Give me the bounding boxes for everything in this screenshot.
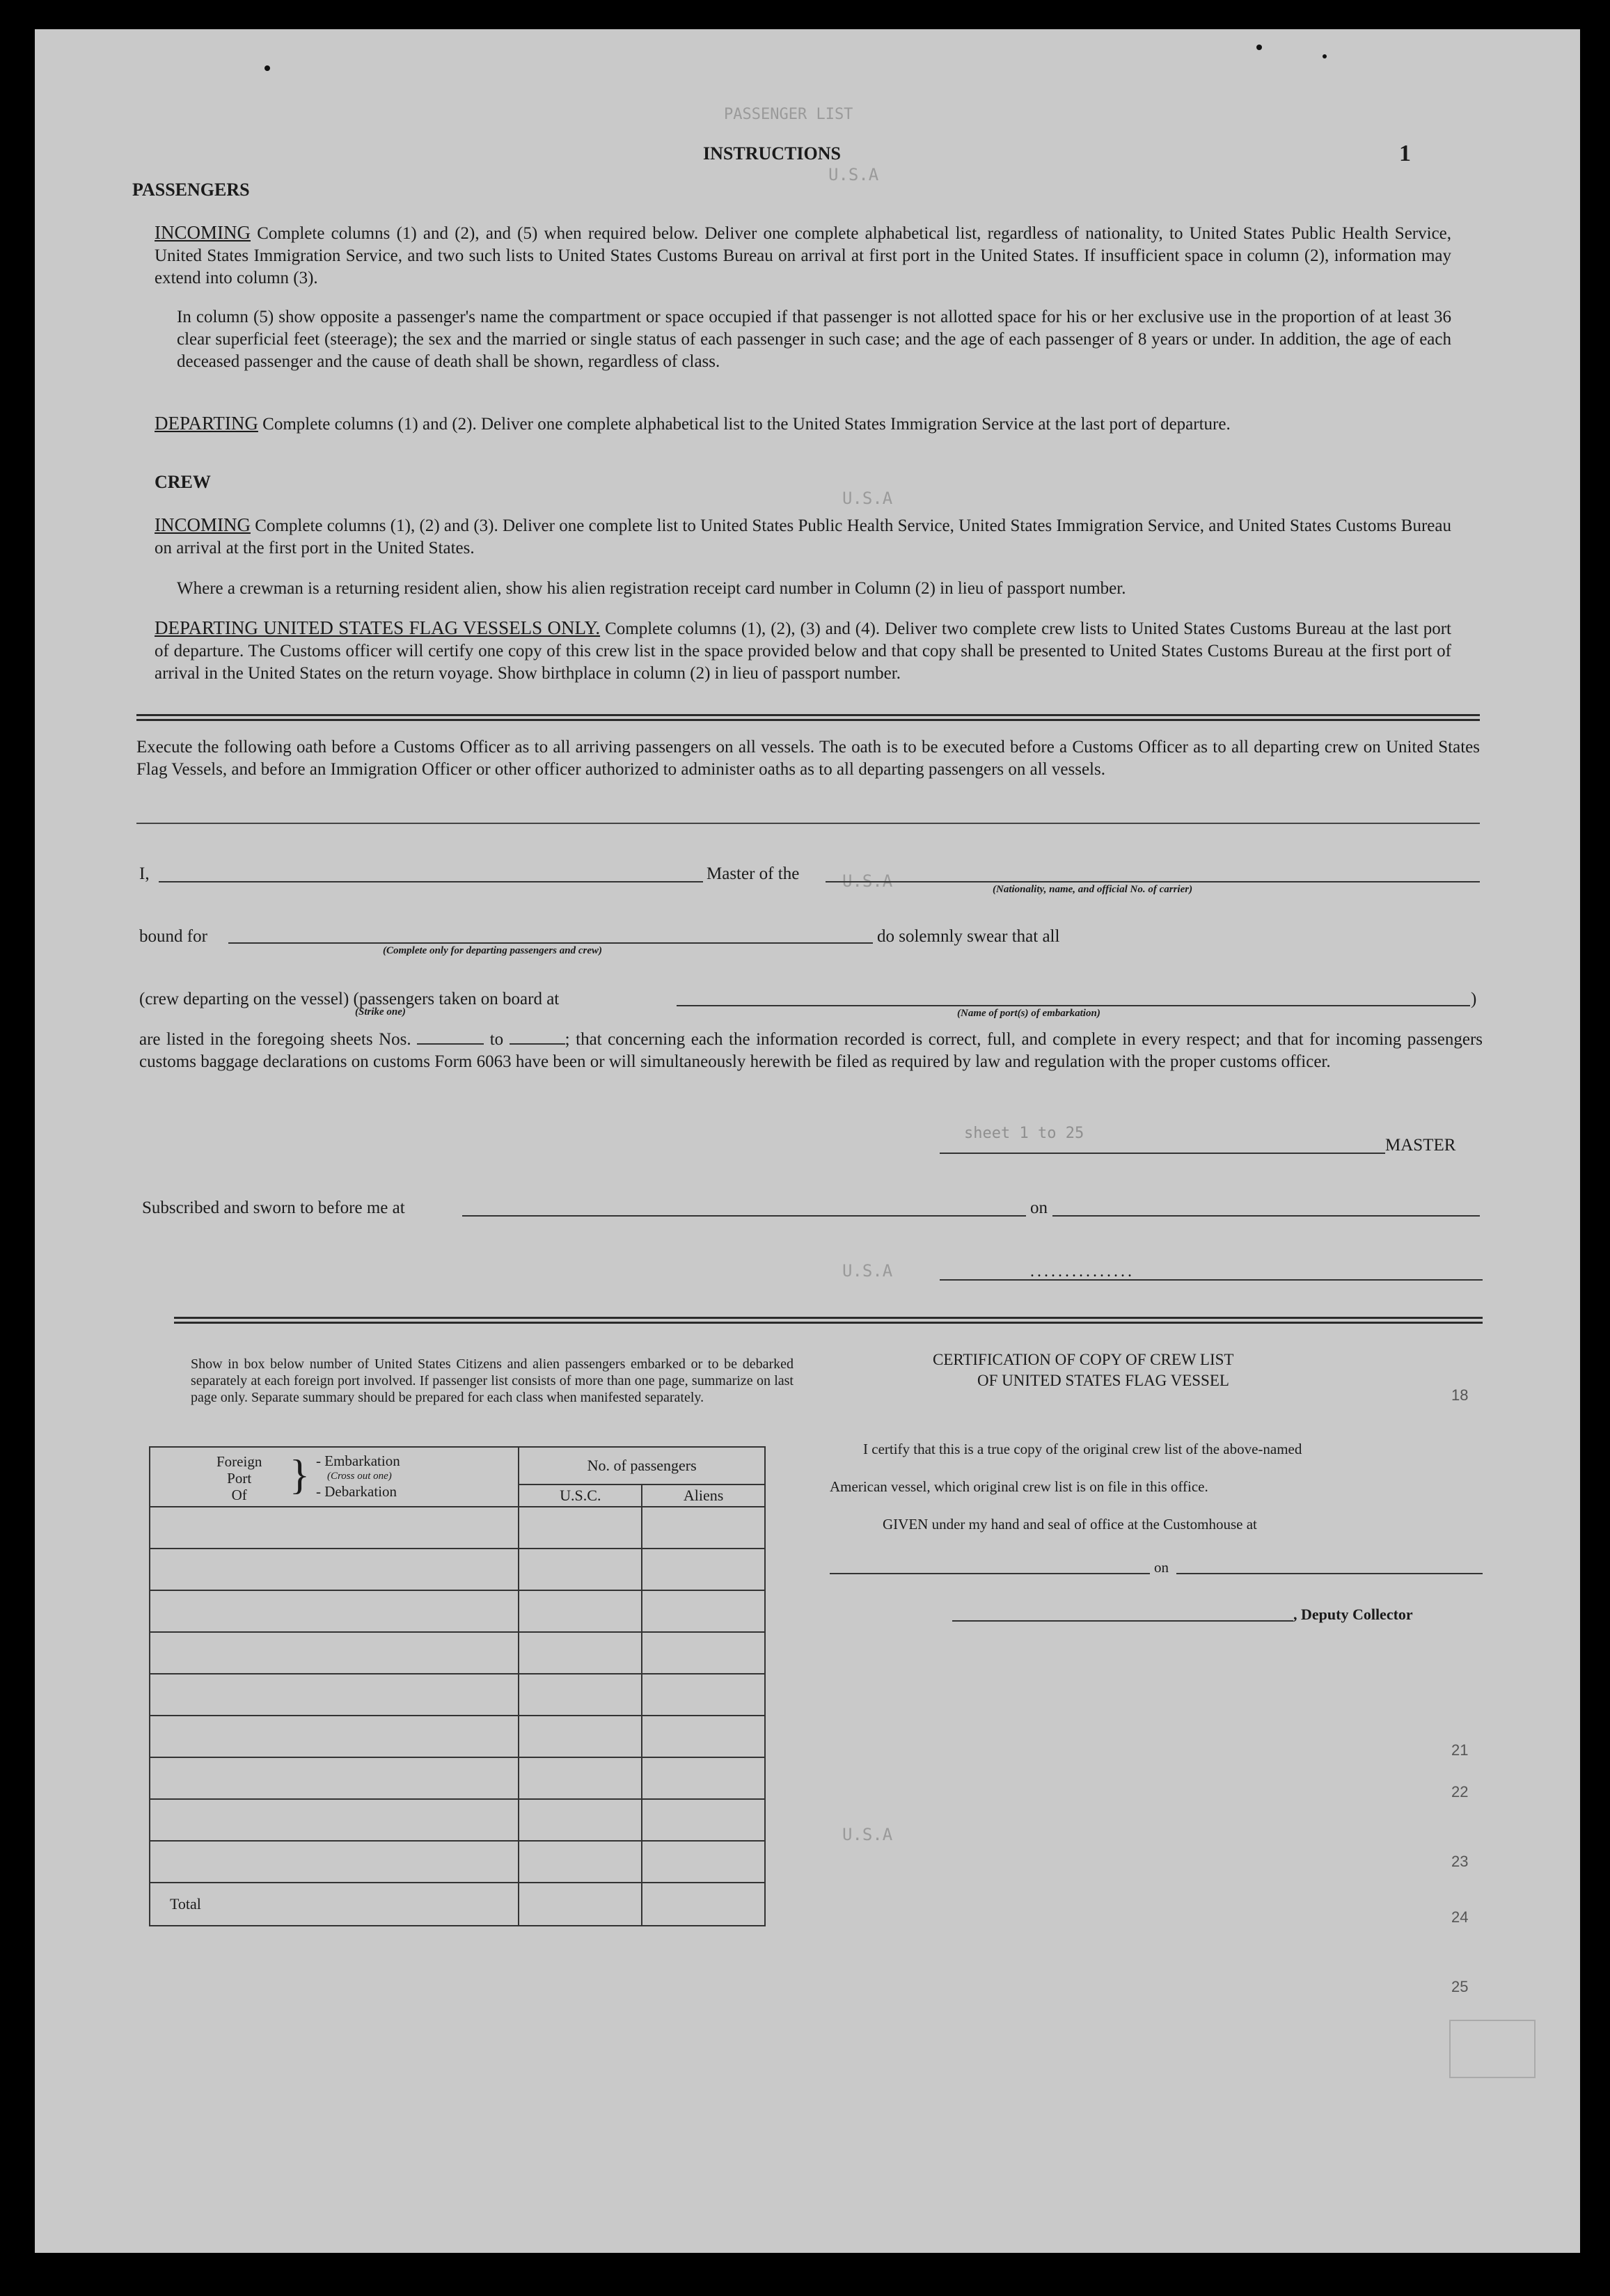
usc-cell[interactable]: [519, 1757, 642, 1799]
crew-incoming-text: Complete columns (1), (2) and (3). Deliver one complete list to United States Public Health Service, United States Immigration Service, and United States Customs Bureau on arrival at the first port in the United States.: [155, 516, 1451, 557]
of-label: Of: [231, 1487, 247, 1503]
passengers-incoming-paragraph: [155, 221, 1451, 290]
speck-mark: [1256, 45, 1262, 50]
resident-alien-paragraph: Where a crewman is a returning resident alien, show his alien registration receipt card number in Column (2) in lieu of passport number.: [177, 579, 1126, 598]
certify-line1: I certify that this is a true copy of the original crew list of the above-named: [863, 1441, 1302, 1457]
solemnly-swear-text: do solemnly swear that all: [877, 927, 1060, 946]
usc-cell[interactable]: [519, 1716, 642, 1757]
usc-cell[interactable]: [519, 1799, 642, 1841]
total-label-cell: [150, 1883, 519, 1926]
speck-mark: [265, 65, 270, 71]
complete-only-caption: (Complete only for departing passengers and crew): [383, 945, 602, 956]
destination-field[interactable]: [228, 942, 873, 944]
port-header-cell: [150, 1447, 519, 1507]
document-sheet: [35, 29, 1580, 2253]
passengers-departing-paragraph: [155, 412, 1451, 436]
crew-incoming-paragraph: [155, 514, 1451, 560]
dotted-leader: ...............: [1030, 1262, 1135, 1281]
port-cell[interactable]: [150, 1841, 519, 1883]
margin-number: 21: [1451, 1741, 1469, 1759]
total-label: Total: [170, 1895, 201, 1913]
usc-cell[interactable]: [519, 1549, 642, 1590]
port-cell[interactable]: [150, 1590, 519, 1632]
no-passengers-header: No. of passengers: [519, 1447, 765, 1485]
total-aliens-cell[interactable]: [642, 1883, 765, 1926]
foreign-label: Foreign: [216, 1453, 262, 1470]
certification-on-label: on: [1154, 1559, 1169, 1576]
usc-cell[interactable]: [519, 1507, 642, 1549]
bleed-through-text: U.S.A: [828, 165, 879, 184]
oath-i-label: I,: [139, 864, 150, 883]
instructions-title: INSTRUCTIONS: [703, 143, 841, 164]
crew-heading: CREW: [155, 472, 211, 492]
certification-title-line1: CERTIFICATION OF COPY OF CREW LIST: [933, 1351, 1234, 1368]
aliens-cell[interactable]: [642, 1757, 765, 1799]
aliens-cell[interactable]: [642, 1632, 765, 1674]
master-signature-field[interactable]: [940, 1153, 1385, 1154]
bleed-through-text: PASSENGER LIST: [724, 106, 853, 123]
usc-cell[interactable]: [519, 1590, 642, 1632]
passenger-summary-table: [149, 1446, 766, 1926]
margin-number: 18: [1451, 1386, 1469, 1404]
bleed-through-text: U.S.A: [842, 1825, 893, 1844]
to-label: to: [489, 1030, 504, 1049]
embarkation-label: - Embarkation: [316, 1452, 400, 1469]
faded-corner-box: [1449, 2020, 1536, 2078]
crew-incoming-label: INCOMING: [155, 514, 251, 535]
port-cell[interactable]: [150, 1632, 519, 1674]
crew-departing-flag-paragraph: [155, 617, 1451, 685]
vessel-field[interactable]: [826, 881, 1480, 882]
aliens-cell[interactable]: [642, 1507, 765, 1549]
certify-line2: American vessel, which original crew list is on file in this office.: [830, 1478, 1208, 1495]
passengers-departing-text: Complete columns (1) and (2). Deliver one complete alphabetical list to the United States Immigration Service at the last port of departure.: [262, 415, 1231, 434]
aliens-cell[interactable]: [642, 1549, 765, 1590]
bleed-through-text: U.S.A: [842, 489, 893, 508]
sheet-from-field[interactable]: [417, 1029, 484, 1045]
passengers-heading: PASSENGERS: [132, 180, 250, 200]
aliens-header: Aliens: [642, 1485, 765, 1507]
total-usc-cell[interactable]: [519, 1883, 642, 1926]
margin-number: 23: [1451, 1853, 1469, 1870]
usc-cell[interactable]: [519, 1632, 642, 1674]
nationality-caption: (Nationality, name, and official No. of carrier): [993, 884, 1193, 895]
page-mark: 1: [1399, 141, 1411, 166]
port-cell[interactable]: [150, 1716, 519, 1757]
faded-stamp-text: sheet 1 to 25: [964, 1125, 1084, 1142]
port-cell[interactable]: [150, 1507, 519, 1549]
aliens-cell[interactable]: [642, 1799, 765, 1841]
oath-intro-divider: [136, 823, 1480, 824]
oath-intro: Execute the following oath before a Customs Officer as to all arriving passengers on all vessels. The oath is to be executed before a Customs Officer as to all departing crew on United States Flag Vessels, and before an Immigration Officer or other officer authorized to administer oaths as to all departing passengers on all vessels.: [136, 738, 1480, 779]
port-cell[interactable]: [150, 1674, 519, 1716]
customhouse-field[interactable]: [830, 1573, 1150, 1574]
aliens-cell[interactable]: [642, 1674, 765, 1716]
aliens-cell[interactable]: [642, 1841, 765, 1883]
debarkation-label: - Debarkation: [316, 1483, 397, 1500]
certification-date-field[interactable]: [1176, 1573, 1483, 1574]
embarkation-port-field[interactable]: [677, 1005, 1470, 1006]
bleed-through-text: U.S.A: [842, 1261, 893, 1281]
speck-mark: [1323, 54, 1327, 58]
usc-cell[interactable]: [519, 1674, 642, 1716]
sheet-to-field[interactable]: [510, 1029, 565, 1045]
lower-section-divider: [174, 1317, 1483, 1324]
passengers-incoming-text: Complete columns (1) and (2), and (5) when required below. Deliver one complete alphabetical list, regardless of nationality, to United States Public Health Service, United States Immigration Service, and two such lists to United States Customs Bureau on arrival at first port in the United States. If insufficient space in column (2), information may extend into column (3).: [155, 224, 1452, 287]
subscribed-date-field[interactable]: [1052, 1215, 1480, 1217]
margin-number: 25: [1451, 1978, 1469, 1995]
given-line: GIVEN under my hand and seal of office at the Customhouse at: [883, 1516, 1257, 1533]
master-of-label: Master of the: [707, 864, 800, 883]
master-label: MASTER: [1385, 1136, 1456, 1155]
listed-rest: ; that concerning each the information recorded is correct, full, and complete in every respect; and that for incoming passengers customs baggage declarations on customs Form 6063 have been or will simultaneously herewith be filed as required by law and regulation with the proper customs officer.: [139, 1030, 1483, 1071]
crew-departing-text: (crew departing on the vessel) (passengers taken on board at: [139, 990, 560, 1008]
usc-cell[interactable]: [519, 1841, 642, 1883]
usc-header: U.S.C.: [519, 1485, 642, 1507]
close-paren: ): [1471, 990, 1477, 1008]
listed-sheets-paragraph: [139, 1029, 1483, 1073]
deputy-signature-field[interactable]: [952, 1620, 1293, 1622]
subscribed-label: Subscribed and sworn to before me at: [142, 1198, 405, 1217]
deputy-collector-label: , Deputy Collector: [1293, 1606, 1413, 1623]
listed-prefix: are listed in the foregoing sheets Nos.: [139, 1030, 411, 1049]
passengers-departing-label: DEPARTING: [155, 413, 258, 434]
margin-number: 22: [1451, 1783, 1469, 1800]
ports-caption: (Name of port(s) of embarkation): [957, 1008, 1100, 1019]
section-divider: [136, 714, 1480, 721]
crew-departing-flag-label: DEPARTING UNITED STATES FLAG VESSELS ONLY.: [155, 617, 601, 638]
aliens-cell[interactable]: [642, 1716, 765, 1757]
cross-out-caption: (Cross out one): [327, 1471, 392, 1482]
column5-paragraph: In column (5) show opposite a passenger's name the compartment or space occupied if that passenger is not allotted space for his or her exclusive use in the proportion of at least 36 clear superficial feet (steerage); the sex and the married or single status of each passenger in such case; and the age of each passenger of 8 years or under. In addition, the age of each deceased passenger and the cause of death shall be shown, regardless of class.: [177, 308, 1451, 371]
subscribed-place-field[interactable]: [462, 1215, 1026, 1217]
officer-signature-field[interactable]: [940, 1279, 1483, 1281]
port-cell[interactable]: [150, 1757, 519, 1799]
certification-title-line2: OF UNITED STATES FLAG VESSEL: [977, 1372, 1229, 1389]
port-cell[interactable]: [150, 1799, 519, 1841]
bleed-through-text: U.S.A: [842, 871, 893, 891]
margin-number: 24: [1451, 1908, 1469, 1926]
passengers-incoming-label: INCOMING: [155, 222, 251, 243]
port-label: Port: [227, 1470, 252, 1487]
port-cell[interactable]: [150, 1549, 519, 1590]
master-name-field[interactable]: [159, 881, 703, 882]
subscribed-on-label: on: [1030, 1198, 1048, 1217]
strike-one-caption: (Strike one): [355, 1006, 406, 1018]
summary-instructions: Show in box below number of United States Citizens and alien passengers embarked or to be debarked separately at each foreign port involved. If passenger list consists of more than one page, summarize on last page only. Separate summary should be prepared for each class when manifested separately.: [191, 1356, 794, 1405]
brace-glyph: }: [290, 1452, 310, 1498]
bound-for-label: bound for: [139, 927, 207, 946]
aliens-cell[interactable]: [642, 1590, 765, 1632]
crew-departing-flag-text: Complete columns (1), (2), (3) and (4). Deliver two complete crew lists to United States Customs Bureau at the last port of departure. The Customs officer will certify one copy of this crew list in the space provided below and that copy shall be presented to United States Customs Bureau at the first port of arrival in the United States on the return voyage. Show birthplace in column (2) in lieu of passport number.: [155, 619, 1452, 683]
